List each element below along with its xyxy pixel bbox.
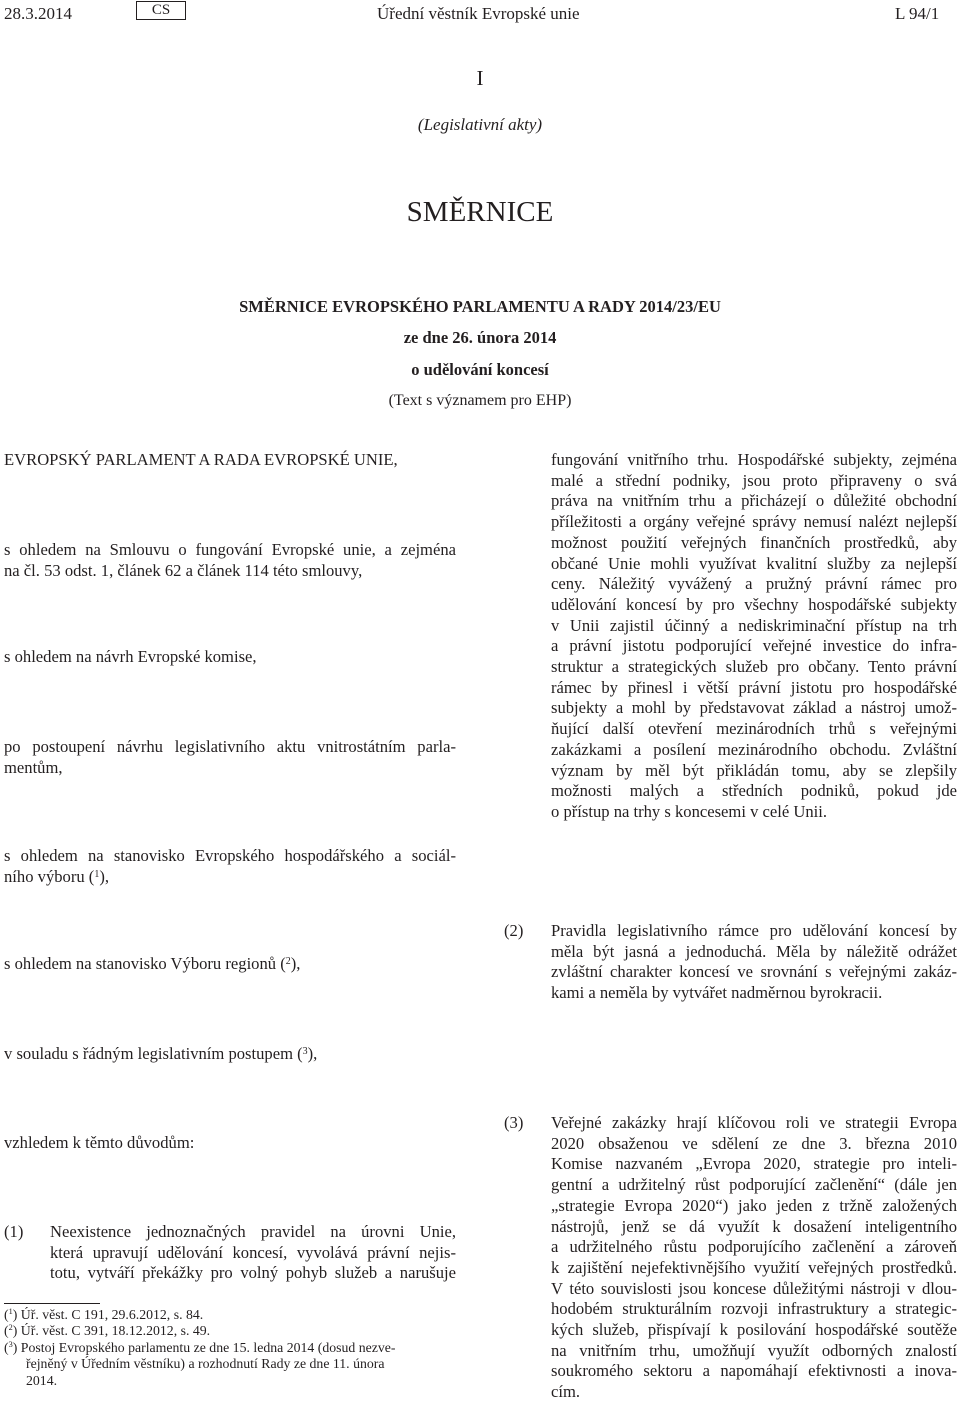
r1c-line: udělování koncesí by pro všechny hospodářské subjekty: [551, 594, 957, 614]
recital-3-number: (3): [504, 1113, 524, 1132]
footnote-3: ($^3$) Postoj Evropského parlamentu ze dne 15. ledna 2014 (dosud nezve- řejněný v Úředním věstníku) a rozhodnutí Rady ze dne 11. února 2014.: [4, 1339, 396, 1388]
r1c-line: práva na vnitřním trhu a přicházejí o důležité obchodní: [551, 491, 957, 511]
footnote-separator: [4, 1303, 100, 1304]
r3-line: kých služeb, přispívají k posilování hospodářské soutěže: [551, 1320, 957, 1340]
r3-line: „strategie Evropa 2020“) jako jeden z tržně založených: [551, 1195, 957, 1215]
r1c-line: subjekty a mohl by představovat základ a nástroj umož-: [551, 698, 957, 718]
document-type-heading: SMĚRNICE: [406, 196, 554, 228]
r3-line: a udržitelného růstu podporujícího začlenění a zároveň: [551, 1237, 957, 1257]
r1c-line: malé a střední podniky, jsou proto připraveny o svá: [551, 470, 957, 490]
act-date: ze dne 26. února 2014: [403, 328, 557, 347]
page-reference: L 94/1: [895, 4, 940, 23]
r1c-line: zakázkami a posílení mezinárodního obchodu. Zvláštní: [551, 739, 957, 759]
recital-3-text: [551, 1113, 957, 1403]
r2-line: kami a neměla by vytvářet nadměrnou byrokracii.: [551, 983, 883, 1003]
r3-line: hodobém strukturálním rozvoji infrastruktury a strategic-: [551, 1299, 957, 1319]
r3-line: gentní a udržitelný růst podporující začlenění“ (dále jen: [551, 1175, 957, 1195]
r1c-line: příležitosti a orgány veřejné správy nemusí nalézt nejlepší: [551, 512, 957, 532]
r2-line: zvláštní charakter koncesí ve srovnání s veřejnými zakáz-: [551, 962, 957, 982]
footnote-2: ($^2$) Úř. věst. C 391, 18.12.2012, s. 49.: [4, 1323, 211, 1339]
eea-relevance: (Text s významem pro EHP): [388, 392, 572, 409]
recital-1-number: (1): [4, 1222, 24, 1241]
citation-parliaments: po postoupení návrhu legislativního aktu vnitrostátním parla- mentům,: [4, 737, 456, 777]
citation-procedure: v souladu s řádným legislativním postupem ($^3$),: [4, 1044, 318, 1063]
r1c-line: a právní jistotu podporující veřejné investice do infra-: [551, 636, 957, 656]
act-subject: o udělování koncesí: [411, 360, 549, 379]
journal-name: Úřední věstník Evropské unie: [377, 4, 580, 23]
footnote-1: ($^1$) Úř. věst. C 191, 29.6.2012, s. 84.: [4, 1307, 204, 1322]
r3-line: na vnitřním trhu, umožňují využít odborných znalostí: [551, 1340, 957, 1360]
citation-regions: s ohledem na stanovisko Výboru regionů ($^2$),: [4, 954, 301, 973]
r3-line: k zajištění nejefektivnějšího využití veřejných prostředků.: [551, 1257, 957, 1277]
r2-line: Pravidla legislativního rámce pro udělování koncesí by: [551, 921, 957, 940]
recital-2-text: [551, 921, 957, 1004]
citation-commission: s ohledem na návrh Evropské komise,: [4, 647, 257, 666]
r3-line: soukromého sektoru a napomáhají efektivnosti a inova-: [551, 1361, 957, 1381]
r1c-line: rámec by přinesl i větší právní jistotu pro hospodářské: [551, 677, 957, 697]
publication-date: 28.3.2014: [4, 4, 72, 23]
r1c-line: občané Unie mohli využívat kvalitní služby za nejlepší: [551, 553, 957, 573]
r1c-line: v Unii zajistil účinný a nediskriminační přístup na trh: [551, 615, 957, 635]
citation-ecosoc: s ohledem na stanovisko Evropského hospodářského a sociál- ního výboru ($^1$),: [4, 846, 456, 886]
r1c-line: o přístup na trhy s koncesemi v celé Unii.: [551, 801, 828, 821]
recitals-intro: vzhledem k těmto důvodům:: [4, 1133, 195, 1152]
footnotes: [4, 1307, 456, 1389]
r3-line: Veřejné zakázky hrají klíčovou roli ve strategii Evropa: [551, 1113, 957, 1132]
citation-treaty: s ohledem na Smlouvu o fungování Evropské unie, a zejména na čl. 53 odst. 1, článek 62 a článek 114 této smlouvy,: [4, 540, 456, 580]
recital-2-number: (2): [504, 921, 524, 940]
act-title: SMĚRNICE EVROPSKÉHO PARLAMENTU A RADY 2014/23/EU: [239, 297, 721, 316]
r3-line: cím.: [551, 1382, 581, 1402]
section-subtitle: (Legislativní akty): [417, 115, 543, 134]
recital-1-text: Neexistence jednoznačných pravidel na úrovni Unie, která upravují udělování koncesí, vyvolává právní nejis- totu, vytváří překážky pro volný pohyb služeb a narušuje: [50, 1222, 456, 1283]
r1c-line: fungování vnitřního trhu. Hospodářské subjekty, zejména: [551, 450, 957, 469]
language-code-box: CS: [136, 1, 186, 20]
footnote-ref-3: 3: [302, 1046, 308, 1057]
recital-1-continuation: [551, 450, 957, 823]
r2-line: měla být jasná a jednoduchá. Měla by náležitě odrážet: [551, 941, 957, 961]
r1c-line: ňující další otevření mezinárodních trhů s veřejnými: [551, 719, 957, 739]
r1c-line: možnosti malých a středních podniků, pokud jde: [551, 781, 957, 801]
enacting-intro: EVROPSKÝ PARLAMENT A RADA EVROPSKÉ UNIE,: [4, 450, 398, 469]
section-roman: I: [476, 66, 484, 90]
r1c-line: struktur a strategických služeb pro občany. Tento právní: [551, 657, 957, 677]
r3-line: Komise nazvaném „Evropa 2020, strategie pro inteli-: [551, 1154, 957, 1174]
r3-line: 2020 obsaženou ve sdělení ze dne 3. března 2010: [551, 1133, 957, 1153]
r3-line: nástrojů, jenž se dá využít k dosažení inteligentního: [551, 1216, 957, 1236]
footnote-ref-1: 1: [94, 868, 100, 880]
r1c-line: možnost použití veřejných finančních prostředků, aby: [551, 532, 957, 552]
footnote-ref-2: 2: [285, 956, 291, 967]
r1c-line: ceny. Náležitý vyvážený a pružný právní rámec pro: [551, 574, 957, 594]
r1c-line: význam by měl být přikládán tomu, aby se zlepšily: [551, 760, 957, 780]
r3-line: V této souvislosti jsou koncese důležitými nástroji v dlou-: [551, 1278, 957, 1298]
